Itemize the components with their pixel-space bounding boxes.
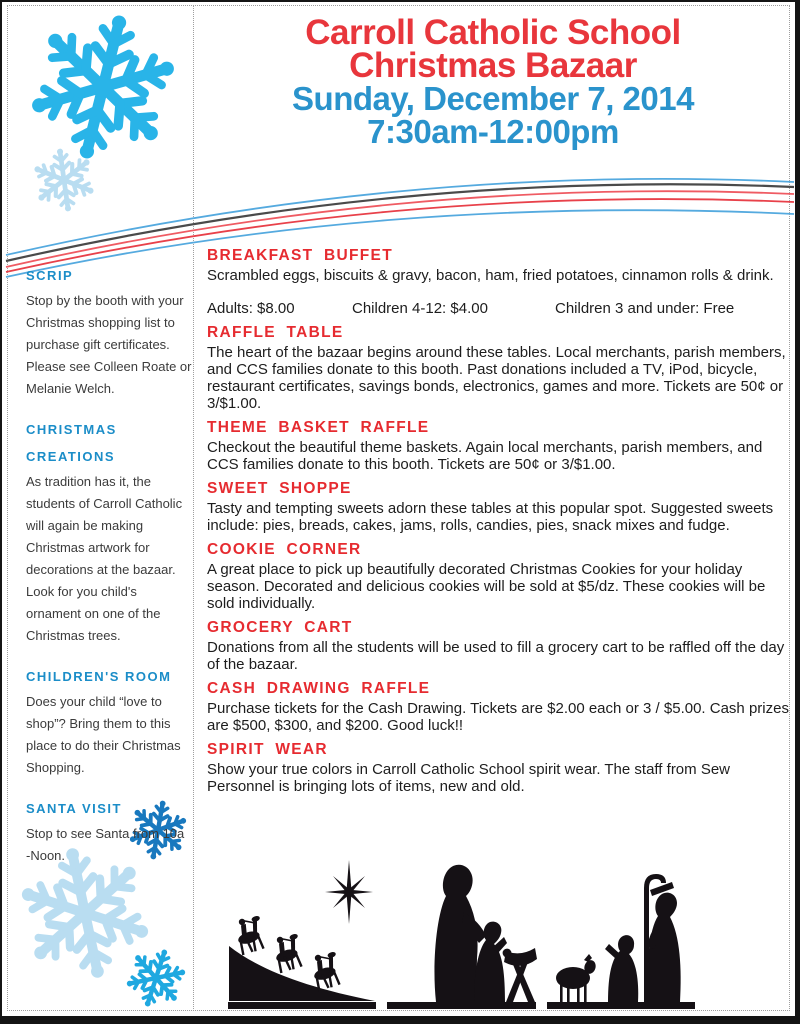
price-under3: Children 3 and under: Free (555, 300, 735, 317)
snowflake-icon (26, 142, 103, 219)
section-grocery-cart (207, 620, 793, 673)
section-spirit-wear (207, 742, 793, 795)
page-title-line1: Carroll Catholic School (305, 13, 681, 52)
event-date: Sunday, December 7, 2014 (292, 80, 694, 117)
nativity-shepherds-icon (546, 854, 696, 1011)
section-heading: BREAKFAST BUFFET (207, 247, 393, 264)
sidebar-body: Stop to see Santa from 10a -Noon. (26, 826, 185, 863)
section-body: The heart of the bazaar begins around these tables. Local merchants, parish members, and CCS families donate to this booth. Past donations included a TV, iPod, bicycle, restaurant certificates, savings bonds, electronics, games and more. Tickets are 50¢ or 3/$1.00. (207, 344, 786, 412)
sidebar-heading: SANTA VISIT (26, 801, 122, 816)
section-heading: SPIRIT WEAR (207, 741, 328, 758)
section-theme-basket-raffle (207, 420, 793, 473)
sidebar-heading: CHILDREN'S ROOM (26, 669, 172, 684)
bethlehem-star-icon (325, 860, 373, 924)
sidebar-body: Does your child “love to shop”? Bring them to this place to do their Christmas Shopping. (26, 694, 181, 775)
section-cookie-corner (207, 542, 793, 612)
section-body: Scrambled eggs, biscuits & gravy, bacon, ham, fried potatoes, cinnamon rolls & drink. (207, 267, 774, 284)
price-adults: Adults: $8.00 (207, 300, 295, 317)
event-time: 7:30am-12:00pm (367, 113, 619, 150)
section-breakfast-buffet (207, 248, 793, 317)
section-body: A great place to pick up beautifully decorated Christmas Cookies for your holiday season. Decorated and delicious cookies will be sold at $5/dz. These cookies will be sold individually. (207, 561, 766, 612)
section-cash-drawing-raffle (207, 681, 793, 734)
nativity-holy-family-icon (386, 854, 537, 1011)
sidebar-section-christmas-creations (26, 416, 192, 647)
section-sweet-shoppe (207, 481, 793, 534)
section-body: Donations from all the students will be used to fill a grocery cart to be raffled off the day of the bazaar. (207, 639, 785, 673)
sidebar-section-childrens-room (26, 663, 192, 779)
nativity-silhouette (227, 854, 696, 1011)
section-heading: SWEET SHOPPE (207, 480, 352, 497)
section-body: Tasty and tempting sweets adorn these tables at this popular spot. Suggested sweets include: pies, breads, cakes, jams, rolls, candies, pies, snack mixes and fudge. (207, 500, 774, 534)
nativity-wisemen-icon (227, 854, 377, 1011)
sidebar-body: As tradition has it, the students of Carroll Catholic will again be making Christmas artwork for decorations at the bazaar. Look for you child's ornament on one of the Christmas trees. (26, 474, 183, 643)
sidebar-heading: SCRIP (26, 268, 74, 283)
section-heading: GROCERY CART (207, 619, 353, 636)
price-children: Children 4-12: $4.00 (352, 300, 488, 317)
sidebar-section-scrip (26, 262, 192, 400)
sidebar-section-santa-visit (26, 795, 192, 867)
section-body: Show your true colors in Carroll Catholic School spirit wear. The staff from Sew Personnel is bringing lots of items, new and old. (207, 761, 730, 795)
section-body: Checkout the beautiful theme baskets. Again local merchants, parish members, and CCS families donate to this booth. Tickets are 50¢ or 3/$1.00. (207, 439, 763, 473)
section-heading: COOKIE CORNER (207, 541, 362, 558)
masthead (193, 13, 793, 150)
section-heading: RAFFLE TABLE (207, 324, 344, 341)
sidebar-body: Stop by the booth with your Christmas shopping list to purchase gift certificates. Please see Colleen Roate or Melanie Welch. (26, 293, 192, 396)
section-heading: CASH DRAWING RAFFLE (207, 680, 431, 697)
section-body: Purchase tickets for the Cash Drawing. Tickets are $2.00 each or 3 / $5.00. Cash prizes are $500, $300, and $200. Good luck!! (207, 700, 789, 734)
main-content (207, 242, 793, 795)
sidebar (26, 262, 192, 867)
sidebar-heading: CHRISTMAS CREATIONS (26, 422, 117, 464)
section-heading: THEME BASKET RAFFLE (207, 419, 430, 436)
page-title-line2: Christmas Bazaar (349, 46, 637, 85)
section-raffle-table (207, 325, 793, 412)
breakfast-price-row (207, 300, 793, 317)
